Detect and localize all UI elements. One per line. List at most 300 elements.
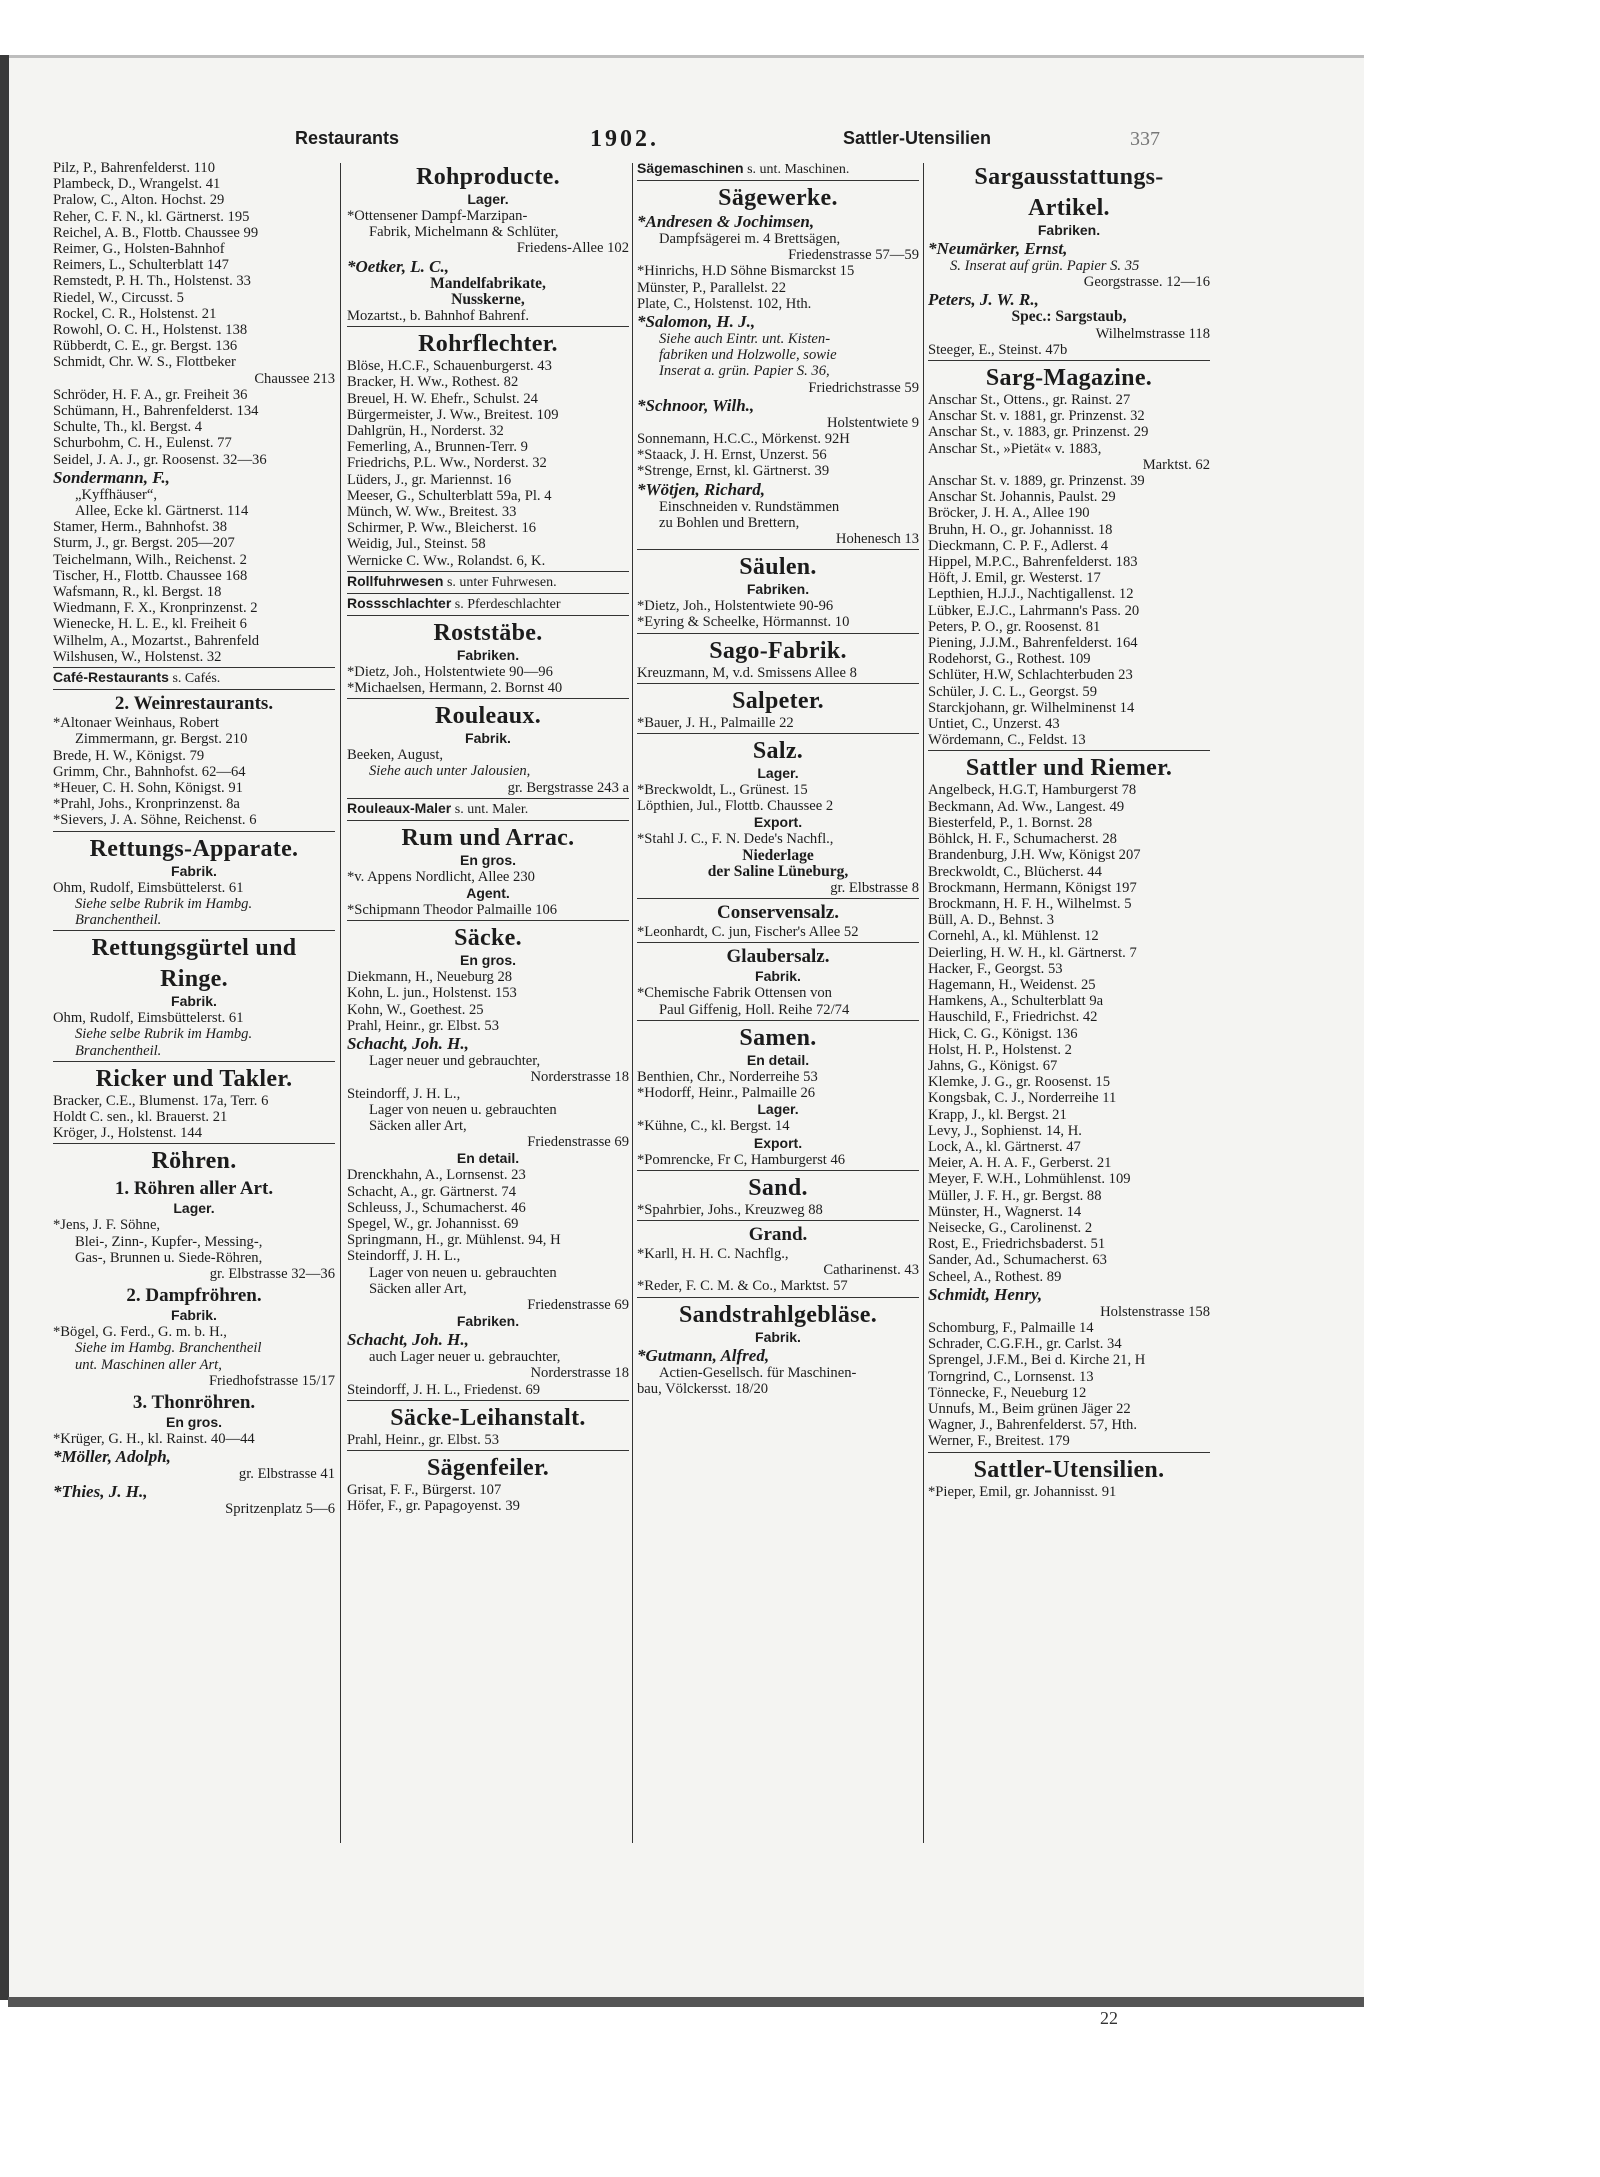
entry: Rodehorst, G., Rothest. 109	[928, 651, 1091, 668]
entry: Femerling, A., Brunnen-Terr. 9	[347, 439, 528, 456]
featured-entry: *Gutmann, Alfred,	[637, 1345, 770, 1365]
entry: Steindorff, J. H. L.,	[347, 1085, 461, 1102]
entry-continuation: Friedenstrasse 57—59	[788, 247, 919, 264]
entry: Peters, P. O., gr. Roosenst. 81	[928, 618, 1101, 635]
entry: Sonnemann, H.C.C., Mörkenst. 92H	[637, 431, 850, 448]
entry-continuation: gr. Elbstrasse 32—36	[209, 1265, 335, 1282]
entry-centered: Nusskerne,	[451, 291, 525, 308]
entry: Anschar St., Ottens., gr. Rainst. 27	[928, 392, 1131, 409]
entry: bau, Völckersst. 18/20	[637, 1380, 769, 1397]
entry-centered: der Saline Lüneburg,	[707, 863, 849, 880]
entry: Brandenburg, J.H. Ww, Königst 207	[928, 847, 1141, 864]
page-number: 337	[1130, 128, 1160, 150]
column-divider	[340, 163, 341, 1843]
entry: Schrader, C.G.F.H., gr. Carlst. 34	[928, 1336, 1122, 1353]
entry-continuation: Hohenesch 13	[835, 531, 919, 548]
entry: Meier, A. H. A. F., Gerberst. 21	[928, 1155, 1112, 1172]
subsection-heading: Grand.	[748, 1223, 808, 1245]
category-label: Fabrik.	[171, 1307, 217, 1324]
entry: Wernicke C. Ww., Rolandst. 6, K.	[347, 552, 546, 569]
cross-reference: Café-Restaurants s. Cafés.	[53, 669, 221, 687]
separator-rule	[637, 633, 919, 634]
entry: Holst, H. P., Holstenst. 2	[928, 1041, 1072, 1058]
entry: Rockel, C. R., Holstenst. 21	[53, 305, 217, 322]
entry-detail: Paul Giffenig, Holl. Reihe 72/74	[659, 1001, 850, 1018]
entry-note: S. Inserat auf grün. Papier S. 35	[950, 258, 1140, 274]
entry: Pralow, C., Alton. Hochst. 29	[53, 192, 225, 209]
featured-entry: *Wötjen, Richard,	[637, 479, 765, 499]
entry: Anschar St. v. 1881, gr. Prinzenst. 32	[928, 408, 1145, 425]
entry: *Hodorff, Heinr., Palmaille 26	[637, 1085, 816, 1102]
column-2	[347, 160, 629, 1514]
section-heading: Rohrflechter.	[418, 331, 558, 358]
entry: *Pieper, Emil, gr. Johannisst. 91	[928, 1483, 1117, 1500]
entry-note: fabriken und Holzwolle, sowie	[659, 347, 837, 364]
cross-reference: Rossschlachter s. Pferdeschlachter	[347, 594, 561, 612]
entry: Krapp, J., kl. Bergst. 21	[928, 1106, 1067, 1123]
entry: Lübker, E.J.C., Lahrmann's Pass. 20	[928, 602, 1140, 619]
section-heading: Sattler-Utensilien.	[973, 1456, 1165, 1483]
category-label: En gros.	[165, 1413, 222, 1430]
entry: Schomburg, F., Palmaille 14	[928, 1319, 1094, 1336]
subsection-heading: 3. Thonröhren.	[132, 1391, 256, 1413]
column-divider	[632, 163, 633, 1843]
section-heading: Säcke.	[454, 925, 522, 952]
entry: Hacker, F., Georgst. 53	[928, 960, 1063, 977]
entry-continuation: Georgstrasse. 12—16	[1083, 274, 1210, 291]
entry: Kröger, J., Holstenst. 144	[53, 1125, 202, 1142]
entry: Schröder, H. F. A., gr. Freiheit 36	[53, 386, 248, 403]
entry: Kohn, L. jun., Holstenst. 153	[347, 985, 517, 1002]
entry: *Jens, J. F. Söhne,	[53, 1217, 161, 1234]
entry: *Chemische Fabrik Ottensen von	[637, 985, 832, 1002]
featured-entry: *Oetker, L. C.,	[347, 256, 449, 276]
entry: *Karll, H. H. C. Nachflg.,	[637, 1245, 789, 1262]
separator-rule	[347, 798, 629, 799]
section-heading: Salz.	[752, 738, 804, 765]
entry: Drenckhahn, A., Lornsenst. 23	[347, 1167, 526, 1184]
entry: *Bögel, G. Ferd., G. m. b. H.,	[53, 1324, 227, 1341]
entry-note: Siehe im Hambg. Branchentheil	[75, 1340, 262, 1357]
column-1	[53, 160, 335, 1518]
cross-reference: Rollfuhrwesen s. unter Fuhrwesen.	[347, 572, 557, 590]
entry: *Sievers, J. A. Söhne, Reichenst. 6	[53, 812, 257, 829]
entry: Lock, A., kl. Gärtnerst. 47	[928, 1138, 1081, 1155]
featured-entry: Peters, J. W. R.,	[928, 290, 1039, 310]
featured-entry: *Schnoor, Wilh.,	[637, 395, 755, 415]
entry-continuation: Holstenstrasse 158	[1100, 1303, 1210, 1320]
entry: Springmann, H., gr. Mühlenst. 94, H	[347, 1232, 561, 1249]
entry: Angelbeck, H.G.T, Hamburgerst 78	[928, 782, 1137, 799]
entry: *Bauer, J. H., Palmaille 22	[637, 714, 794, 731]
section-heading: Säcke-Leihanstalt.	[390, 1404, 586, 1431]
section-heading: Roststäbe.	[433, 619, 543, 646]
entry: Jahns, G., Königst. 67	[928, 1057, 1058, 1074]
featured-entry: *Thies, J. H.,	[53, 1482, 148, 1502]
entry: Meyer, F. W.H., Lohmühlenst. 109	[928, 1171, 1131, 1188]
category-label: Fabriken.	[746, 581, 810, 598]
entry-note: unt. Maschinen aller Art,	[75, 1356, 222, 1373]
entry: Bruhn, H. O., gr. Johannisst. 18	[928, 521, 1113, 538]
entry-continuation: Friedenstrasse 69	[527, 1134, 629, 1151]
entry: Böhlck, H. F., Schumacherst. 28	[928, 831, 1117, 848]
subsection-heading: Conservensalz.	[717, 902, 839, 924]
entry-detail: Actien-Gesellsch. für Maschinen-	[659, 1364, 857, 1381]
entry-detail: Fabrik, Michelmann & Schlüter,	[369, 224, 559, 241]
separator-rule	[347, 820, 629, 821]
entry-continuation: Wilhelmstrasse 118	[1095, 325, 1210, 342]
entry-detail: „Kyffhäuser“,	[75, 486, 157, 503]
category-label: Lager.	[173, 1200, 215, 1217]
entry: Stamer, Herm., Bahnhofst. 38	[53, 519, 228, 536]
entry: Schleuss, J., Schumacherst. 46	[347, 1199, 526, 1216]
entry: Beckmann, Ad. Ww., Langest. 49	[928, 798, 1125, 815]
entry: *Leonhardt, C. jun, Fischer's Allee 52	[637, 924, 859, 941]
entry: Reimer, G., Holsten-Bahnhof	[53, 241, 225, 258]
entry-continuation: gr. Bergstrasse 243 a	[507, 779, 629, 796]
entry: Reichel, A. B., Flottb. Chaussee 99	[53, 224, 259, 241]
entry: Münster, H., Wagnerst. 14	[928, 1203, 1082, 1220]
category-label: Fabrik.	[755, 1328, 801, 1345]
section-heading: Rettungs-Apparate.	[89, 835, 299, 862]
entry: Reimers, L., Schulterblatt 147	[53, 257, 229, 274]
entry: Tönnecke, F., Neueburg 12	[928, 1384, 1087, 1401]
entry: Münster, P., Parallelst. 22	[637, 279, 786, 296]
entry: *Strenge, Ernst, kl. Gärtnerst. 39	[637, 463, 830, 480]
entry-continuation: Chaussee 213	[254, 370, 335, 387]
category-label: Fabrik.	[755, 968, 801, 985]
column-divider	[923, 163, 924, 1843]
entry: Ohm, Rudolf, Eimsbüttelerst. 61	[53, 1010, 244, 1027]
entry: Meeser, G., Schulterblatt 59a, Pl. 4	[347, 487, 552, 504]
featured-entry: *Salomon, H. J.,	[637, 312, 756, 332]
entry-detail: Einschneiden v. Rundstämmen	[659, 498, 840, 515]
entry: Löpthien, Jul., Flottb. Chaussee 2	[637, 798, 834, 815]
entry-continuation: Spritzenplatz 5—6	[225, 1501, 335, 1518]
entry: Rowohl, O. C. H., Holstenst. 138	[53, 322, 248, 339]
category-label: En gros.	[459, 851, 516, 868]
entry-detail: Lager neuer und gebrauchter,	[369, 1053, 541, 1070]
separator-rule	[637, 1220, 919, 1221]
separator-rule	[53, 689, 335, 690]
running-header	[50, 128, 1210, 154]
entry: Schulte, Th., kl. Bergst. 4	[53, 419, 203, 436]
entry: Schmidt, Chr. W. S., Flottbeker	[53, 354, 236, 371]
entry: Sturm, J., gr. Bergst. 205—207	[53, 535, 235, 552]
entry: Wiedmann, F. X., Kronprinzenst. 2	[53, 600, 258, 617]
entry-continuation: Holstentwiete 9	[826, 414, 919, 431]
entry: Büll, A. D., Behnst. 3	[928, 912, 1055, 929]
entry: *Pomrencke, Fr C, Hamburgerst 46	[637, 1151, 846, 1168]
entry: Kohn, W., Goethest. 25	[347, 1001, 484, 1018]
entry-continuation: Catharinenst. 43	[823, 1262, 919, 1279]
entry: Biesterfeld, P., 1. Bornst. 28	[928, 814, 1093, 831]
entry: Kreuzmann, M, v.d. Smissens Allee 8	[637, 664, 857, 681]
entry: Weidig, Jul., Steinst. 58	[347, 536, 486, 553]
entry-note: Inserat a. grün. Papier S. 36,	[659, 363, 830, 380]
entry: Klemke, J. G., gr. Roosenst. 15	[928, 1074, 1111, 1091]
separator-rule	[637, 549, 919, 550]
page-left-edge	[0, 55, 9, 2000]
separator-rule	[53, 1143, 335, 1144]
entry: Plate, C., Holstenst. 102, Hth.	[637, 295, 812, 312]
entry: Schümann, H., Bahrenfelderst. 134	[53, 403, 259, 420]
column-4	[928, 160, 1210, 1500]
entry: Rost, E., Friedrichsbaderst. 51	[928, 1236, 1106, 1253]
entry: Grimm, Chr., Bahnhofst. 62—64	[53, 763, 246, 780]
entry: *v. Appens Nordlicht, Allee 230	[347, 868, 535, 885]
entry: Bürgermeister, J. Ww., Breitest. 109	[347, 406, 559, 423]
entry: *Altonaer Weinhaus, Robert	[53, 715, 219, 732]
cross-reference: Rouleaux-Maler s. unt. Maler.	[347, 799, 529, 817]
entry: Wienecke, H. L. E., kl. Freiheit 6	[53, 616, 247, 633]
entry: Steeger, E., Steinst. 47b	[928, 341, 1068, 358]
section-heading: Ringe.	[160, 966, 228, 993]
entry: Beeken, August,	[347, 747, 444, 764]
entry: Sprengel, J.F.M., Bei d. Kirche 21, H	[928, 1352, 1146, 1369]
separator-rule	[637, 942, 919, 943]
entry-centered: Spec.: Sargstaub,	[1011, 309, 1127, 326]
featured-entry: Schmidt, Henry,	[928, 1284, 1043, 1304]
category-label: Fabrik.	[465, 730, 511, 747]
entry: Grisat, F. F., Bürgerst. 107	[347, 1481, 502, 1498]
entry-detail: Blei-, Zinn-, Kupfer-, Messing-,	[75, 1233, 263, 1250]
entry: *Staack, J. H. Ernst, Unzerst. 56	[637, 447, 827, 464]
entry: Dahlgrün, H., Norderst. 32	[347, 423, 504, 440]
category-label: Fabrik.	[171, 993, 217, 1010]
separator-rule	[347, 615, 629, 616]
entry: *Reder, F. C. M. & Co., Marktst. 57	[637, 1278, 848, 1295]
entry-continuation: Norderstrasse 18	[530, 1069, 629, 1086]
entry: Prahl, Heinr., gr. Elbst. 53	[347, 1017, 500, 1034]
entry: Schacht, A., gr. Gärtnerst. 74	[347, 1183, 517, 1200]
category-label: Agent.	[466, 885, 510, 902]
entry: Reher, C. F. N., kl. Gärtnerst. 195	[53, 208, 250, 225]
entry: Scheel, A., Rothest. 89	[928, 1268, 1062, 1285]
entry-continuation: Friedhofstrasse 15/17	[208, 1372, 335, 1389]
section-heading: Sattler und Riemer.	[965, 755, 1173, 782]
separator-rule	[637, 898, 919, 899]
category-label: En gros.	[459, 952, 516, 969]
entry: Prahl, Heinr., gr. Elbst. 53	[347, 1431, 500, 1448]
entry-note: Siehe selbe Rubrik im Hambg.	[75, 895, 253, 912]
section-heading: Sand.	[748, 1174, 808, 1201]
entry: Hippel, M.P.C., Bahrenfelderst. 183	[928, 554, 1138, 571]
entry: Blöse, H.C.F., Schauenburgerst. 43	[347, 358, 552, 375]
separator-rule	[637, 683, 919, 684]
subsection-heading: 1. Röhren aller Art.	[114, 1178, 274, 1200]
entry: Wafsmann, R., kl. Bergst. 18	[53, 584, 222, 601]
entry: Wagner, J., Bahrenfelderst. 57, Hth.	[928, 1417, 1137, 1434]
entry: *Prahl, Johs., Kronprinzenst. 8a	[53, 796, 240, 813]
cross-reference: Sägemaschinen s. unt. Maschinen.	[637, 160, 850, 177]
section-heading: Ricker und Takler.	[95, 1065, 293, 1092]
entry-detail: Lager von neuen u. gebrauchten	[369, 1101, 557, 1118]
entry-detail: Allee, Ecke kl. Gärtnerst. 114	[75, 503, 249, 520]
entry-detail: Zimmermann, gr. Bergst. 210	[75, 731, 248, 748]
category-label: Fabriken.	[1037, 222, 1101, 238]
entry: Schirmer, P. Ww., Bleicherst. 16	[347, 520, 537, 537]
separator-rule	[637, 1170, 919, 1171]
entry: Anschar St., »Pietät« v. 1883,	[928, 440, 1102, 457]
separator-rule	[53, 667, 335, 668]
separator-rule	[347, 698, 629, 699]
entry: Bracker, C.E., Blumenst. 17a, Terr. 6	[53, 1092, 269, 1109]
section-heading: Rouleaux.	[434, 703, 542, 730]
entry: Werner, F., Breitest. 179	[928, 1433, 1070, 1450]
entry: Levy, J., Sophienst. 14, H.	[928, 1122, 1082, 1139]
separator-rule	[53, 930, 335, 931]
entry-continuation: Norderstrasse 18	[530, 1365, 629, 1382]
entry: Tischer, H., Flottb. Chaussee 168	[53, 567, 248, 584]
entry: Hauschild, F., Friedrichst. 42	[928, 1009, 1098, 1026]
entry: *Eyring & Scheelke, Hörmannst. 10	[637, 614, 850, 631]
section-heading: Artikel.	[1028, 195, 1110, 221]
featured-entry: *Möller, Adolph,	[53, 1447, 171, 1467]
entry: *Hinrichs, H.D Söhne Bismarckst 15	[637, 263, 855, 280]
entry: *Krüger, G. H., kl. Rainst. 40—44	[53, 1430, 255, 1447]
entry: Cornehl, A., kl. Mühlenst. 12	[928, 928, 1099, 945]
category-label: Export.	[753, 1134, 803, 1151]
separator-rule	[347, 1400, 629, 1401]
entry-continuation: gr. Elbstrasse 41	[238, 1466, 335, 1483]
entry-centered: Niederlage	[742, 847, 814, 864]
separator-rule	[928, 750, 1210, 751]
entry-continuation: Friedrichstrasse 59	[808, 379, 919, 396]
entry-note: Branchentheil.	[75, 1042, 162, 1059]
entry-detail: Säcken aller Art,	[369, 1117, 467, 1134]
entry: Lüders, J., gr. Mariennst. 16	[347, 471, 512, 488]
entry: *Michaelsen, Hermann, 2. Bornst 40	[347, 680, 563, 697]
section-heading: Rettungsgürtel und	[91, 935, 297, 962]
category-label: En detail.	[456, 1150, 520, 1167]
entry: Torngrind, C., Lornsenst. 13	[928, 1368, 1094, 1385]
entry: Müller, J. F. H., gr. Bergst. 88	[928, 1187, 1102, 1204]
entry: Brockmann, H. F. H., Wilhelmst. 5	[928, 895, 1132, 912]
entry: Breuel, H. W. Ehefr., Schulst. 24	[347, 390, 538, 407]
entry: Rübberdt, C. E., gr. Bergst. 136	[53, 338, 238, 355]
category-label: Lager.	[757, 765, 799, 782]
entry: *Kühne, C., kl. Bergst. 14	[637, 1118, 790, 1135]
entry: Breckwoldt, C., Blücherst. 44	[928, 863, 1102, 880]
entry-note: Branchentheil.	[75, 911, 162, 928]
separator-rule	[53, 831, 335, 832]
entry-detail: Lager von neuen u. gebrauchten	[369, 1264, 557, 1281]
section-heading: Sarg-Magazine.	[985, 365, 1153, 392]
category-label: Fabrik.	[171, 862, 217, 879]
entry: Remstedt, P. H. Th., Holstenst. 33	[53, 273, 251, 290]
entry: Riedel, W., Circusst. 5	[53, 289, 184, 306]
entry: *Dietz, Joh., Holstentwiete 90—96	[347, 663, 553, 680]
subsection-heading: 2. Weinrestaurants.	[114, 693, 274, 715]
header-year: 1902.	[590, 126, 659, 152]
entry: Brede, H. W., Königst. 79	[53, 747, 205, 764]
entry: Schüler, J. C. L., Georgst. 59	[928, 683, 1097, 700]
entry: *Breckwoldt, L., Grünest. 15	[637, 782, 808, 799]
entry: Friedrichs, P.L. Ww., Norderst. 32	[347, 455, 547, 472]
entry: Piening, J.J.M., Bahrenfelderst. 164	[928, 635, 1138, 652]
featured-entry: Schacht, Joh. H.,	[347, 1034, 469, 1054]
entry-continuation: Marktst. 62	[1142, 456, 1210, 473]
entry: Schurbohm, C. H., Eulenst. 77	[53, 435, 232, 452]
entry: Anschar St. Johannis, Paulst. 29	[928, 489, 1116, 506]
entry: Hagemann, H., Weidenst. 25	[928, 976, 1096, 993]
entry: *Spahrbier, Johs., Kreuzweg 88	[637, 1201, 823, 1218]
entry: Wilshusen, W., Holstenst. 32	[53, 648, 222, 665]
section-heading: Röhren.	[151, 1148, 237, 1175]
category-label: Fabriken.	[456, 646, 520, 663]
separator-rule	[347, 571, 629, 572]
entry-detail: Dampfsägerei m. 4 Brettsägen,	[659, 231, 841, 247]
section-heading: Rohproducte.	[416, 164, 560, 190]
entry: *Heuer, C. H. Sohn, Königst. 91	[53, 779, 243, 796]
separator-rule	[928, 1452, 1210, 1453]
entry: Schlüter, H.W, Schlachterbuden 23	[928, 667, 1133, 684]
category-label: Lager.	[757, 1101, 799, 1118]
entry: Anschar St., v. 1883, gr. Prinzenst. 29	[928, 424, 1149, 441]
entry: Benthien, Chr., Norderreihe 53	[637, 1068, 818, 1085]
featured-entry: *Neumärker, Ernst,	[928, 239, 1068, 258]
entry: Untiet, C., Unzerst. 43	[928, 716, 1060, 733]
column-3	[637, 160, 919, 1397]
entry-continuation: Friedenstrasse 69	[527, 1296, 629, 1313]
header-right: Sattler-Utensilien	[843, 128, 992, 148]
signature-number: 22	[1100, 2008, 1118, 2028]
header-left: Restaurants	[295, 128, 400, 148]
section-heading: Samen.	[739, 1024, 817, 1051]
section-heading: Sägewerke.	[718, 185, 838, 211]
section-heading: Salpeter.	[732, 687, 824, 714]
section-heading: Sargausstattungs-	[974, 164, 1164, 190]
entry-detail: Gas-, Brunnen u. Siede-Röhren,	[75, 1249, 263, 1266]
subsection-heading: 2. Dampfröhren.	[126, 1285, 262, 1307]
entry: Wilhelm, A., Mozartst., Bahrenfeld	[53, 632, 260, 649]
entry: Bröcker, J. H. A., Allee 190	[928, 505, 1090, 522]
page-bottom-edge	[8, 1997, 1364, 2007]
entry: Holdt C. sen., kl. Brauerst. 21	[53, 1108, 228, 1125]
separator-rule	[347, 326, 629, 327]
entry: Hamkens, A., Schulterblatt 9a	[928, 993, 1104, 1010]
entry: Höft, J. Emil, gr. Westerst. 17	[928, 570, 1101, 587]
separator-rule	[53, 1061, 335, 1062]
entry: Höfer, F., gr. Papagoyenst. 39	[347, 1498, 520, 1515]
entry: Teichelmann, Wilh., Reichenst. 2	[53, 551, 247, 568]
entry: Seidel, J. A. J., gr. Roosenst. 32—36	[53, 451, 267, 468]
entry-note: Siehe selbe Rubrik im Hambg.	[75, 1026, 253, 1043]
entry: Anschar St. v. 1889, gr. Prinzenst. 39	[928, 473, 1145, 490]
entry: *Ottensener Dampf-Marzipan-	[347, 208, 528, 224]
entry: Sander, Ad., Schumacherst. 63	[928, 1252, 1107, 1269]
section-heading: Rum und Arrac.	[401, 824, 575, 851]
entry: Steindorff, J. H. L., Friedenst. 69	[347, 1381, 541, 1398]
entry: *Stahl J. C., F. N. Dede's Nachfl.,	[637, 831, 834, 848]
entry: Lepthien, H.J.J., Nachtigallenst. 12	[928, 586, 1134, 603]
section-heading: Sägenfeiler.	[426, 1454, 550, 1481]
entry-note: Siehe auch Eintr. unt. Kisten-	[659, 331, 831, 348]
section-heading: Sandstrahlgebläse.	[678, 1301, 878, 1328]
category-label: Export.	[753, 814, 803, 831]
entry: Münch, W. Ww., Breitest. 33	[347, 504, 517, 521]
entry: Mozartst., b. Bahnhof Bahrenf.	[347, 308, 529, 325]
separator-rule	[928, 360, 1210, 361]
subsection-heading: Glaubersalz.	[726, 946, 830, 968]
separator-rule	[637, 1020, 919, 1021]
entry: Wördemann, C., Feldst. 13	[928, 732, 1086, 749]
section-heading: Säulen.	[739, 554, 817, 581]
entry: Hick, C. G., Königst. 136	[928, 1025, 1078, 1042]
entry-continuation: Friedens-Allee 102	[516, 240, 629, 257]
entry: Steindorff, J. H. L.,	[347, 1248, 461, 1265]
